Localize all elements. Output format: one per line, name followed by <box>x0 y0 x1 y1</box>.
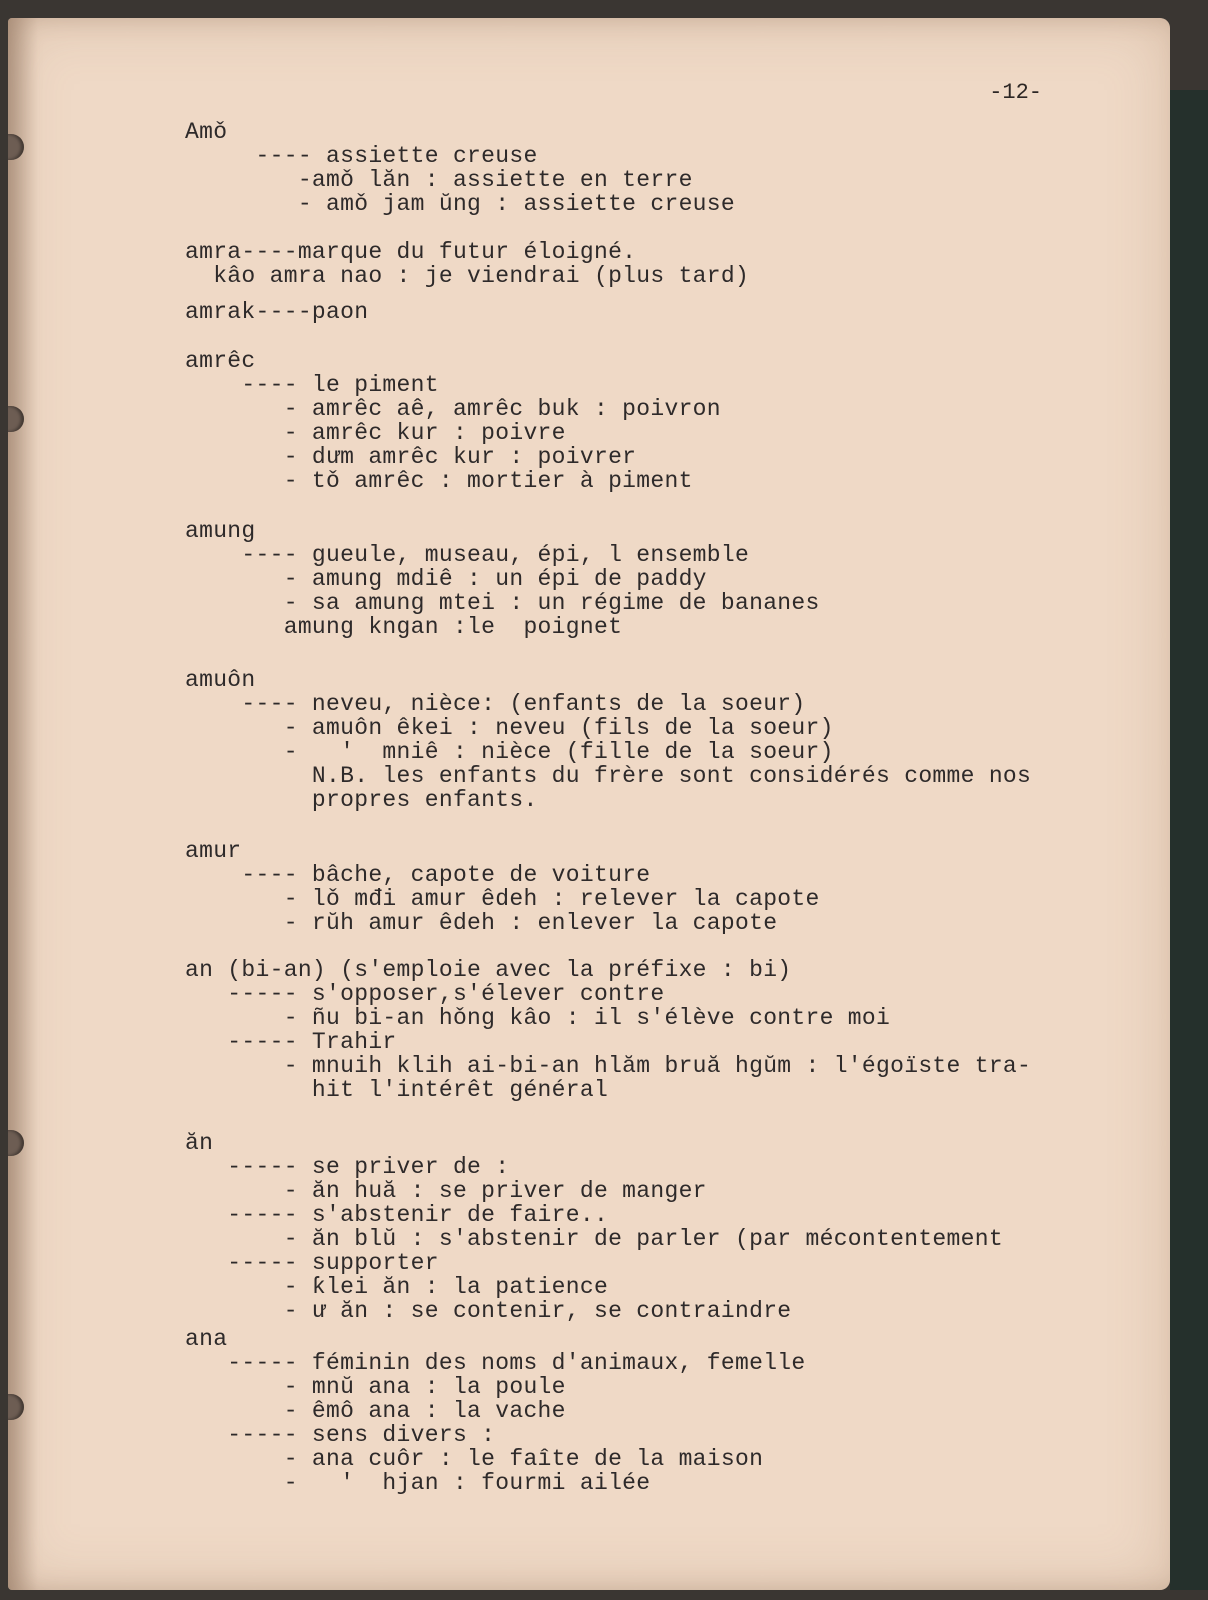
entry-example: kâo amra nao : je viendrai (plus tard) <box>185 263 750 289</box>
entry-definition: ---- gueule, museau, épi, l ensemble <box>185 542 750 568</box>
entry-definition: ---- assiette creuse <box>185 143 538 169</box>
entry-headword: Amǒ <box>185 119 228 145</box>
entry-headword: amur <box>185 838 242 864</box>
entry-example: - tǒ amrêc : mortier à piment <box>185 468 693 494</box>
entry-example: - ' hjan : fourmi ailée <box>185 1470 651 1496</box>
entry-headword: amra----marque du futur éloigné. <box>185 239 637 265</box>
typewritten-page <box>8 18 1170 1590</box>
entry-example: - amǒ jam ŭng : assiette creuse <box>185 191 735 217</box>
entry-example: - mnuih klih ai-bi-an hlăm bruă hgŭm : l'égoïste tra- <box>185 1053 1032 1079</box>
entry-example: - ăn blŭ : s'abstenir de parler (par mécontentement <box>185 1226 1003 1252</box>
entry-headword: amuôn <box>185 667 256 693</box>
entry-example: -amǒ lăn : assiette en terre <box>185 167 693 193</box>
entry-example: - lǒ mđi amur êdeh : relever la capote <box>185 886 820 912</box>
entry-example: - ư ăn : se contenir, se contraindre <box>185 1298 792 1324</box>
entry-example: - rŭh amur êdeh : enlever la capote <box>185 910 778 936</box>
entry-definition: ---- neveu, nièce: (enfants de la soeur) <box>185 691 806 717</box>
entry-definition: ----- supporter <box>185 1250 439 1276</box>
entry-example: amung kngan :le poignet <box>185 614 623 640</box>
spine-shadow <box>8 18 38 1590</box>
entry-note: propres enfants. <box>185 787 538 813</box>
entry-headword: ăn <box>185 1130 214 1156</box>
entry-definition: ---- bâche, capote de voiture <box>185 862 651 888</box>
entry-example: hit l'intérêt général <box>185 1077 609 1103</box>
notebook-binding <box>1170 90 1208 1590</box>
entry-headword: amrak----paon <box>185 299 369 325</box>
entry-example: - amung mdiê : un épi de paddy <box>185 566 707 592</box>
entry-headword: amung <box>185 518 256 544</box>
entry-example: - sa amung mtei : un régime de bananes <box>185 590 820 616</box>
entry-example: - amrêc aê, amrêc buk : poivron <box>185 396 721 422</box>
entry-definition: ----- se priver de : <box>185 1154 510 1180</box>
entry-definition: ----- sens divers : <box>185 1422 496 1448</box>
entry-example: - dưm amrêc kur : poivrer <box>185 444 637 470</box>
page-number: -12- <box>989 80 1042 105</box>
entry-headword: amrêc <box>185 348 256 374</box>
entry-example: - mnŭ ana : la poule <box>185 1374 566 1400</box>
entry-example: - amrêc kur : poivre <box>185 420 566 446</box>
entry-definition: ----- Trahir <box>185 1029 397 1055</box>
entry-example: - ñu bi-an hǒng kâo : il s'élève contre moi <box>185 1005 891 1031</box>
entry-example: - ăn huă : se priver de manger <box>185 1178 707 1204</box>
entry-note: N.B. les enfants du frère sont considérés comme nos <box>185 763 1032 789</box>
entry-headword: ana <box>185 1326 228 1352</box>
entry-definition: ----- féminin des noms d'animaux, femelle <box>185 1350 806 1376</box>
entry-definition: ----- s'abstenir de faire.. <box>185 1202 609 1228</box>
entry-definition: ----- s'opposer,s'élever contre <box>185 981 665 1007</box>
entry-definition: ---- le piment <box>185 372 439 398</box>
entry-example: - ƙlei ăn : la patience <box>185 1274 609 1300</box>
entry-example: - êmô ana : la vache <box>185 1398 566 1424</box>
entry-example: - amuôn êkei : neveu (fils de la soeur) <box>185 715 834 741</box>
entry-headword: an (bi-an) (s'emploie avec la préfixe : bi) <box>185 957 792 983</box>
entry-example: - ana cuôr : le faîte de la maison <box>185 1446 764 1472</box>
entry-example: - ' mniê : nièce (fille de la soeur) <box>185 739 834 765</box>
